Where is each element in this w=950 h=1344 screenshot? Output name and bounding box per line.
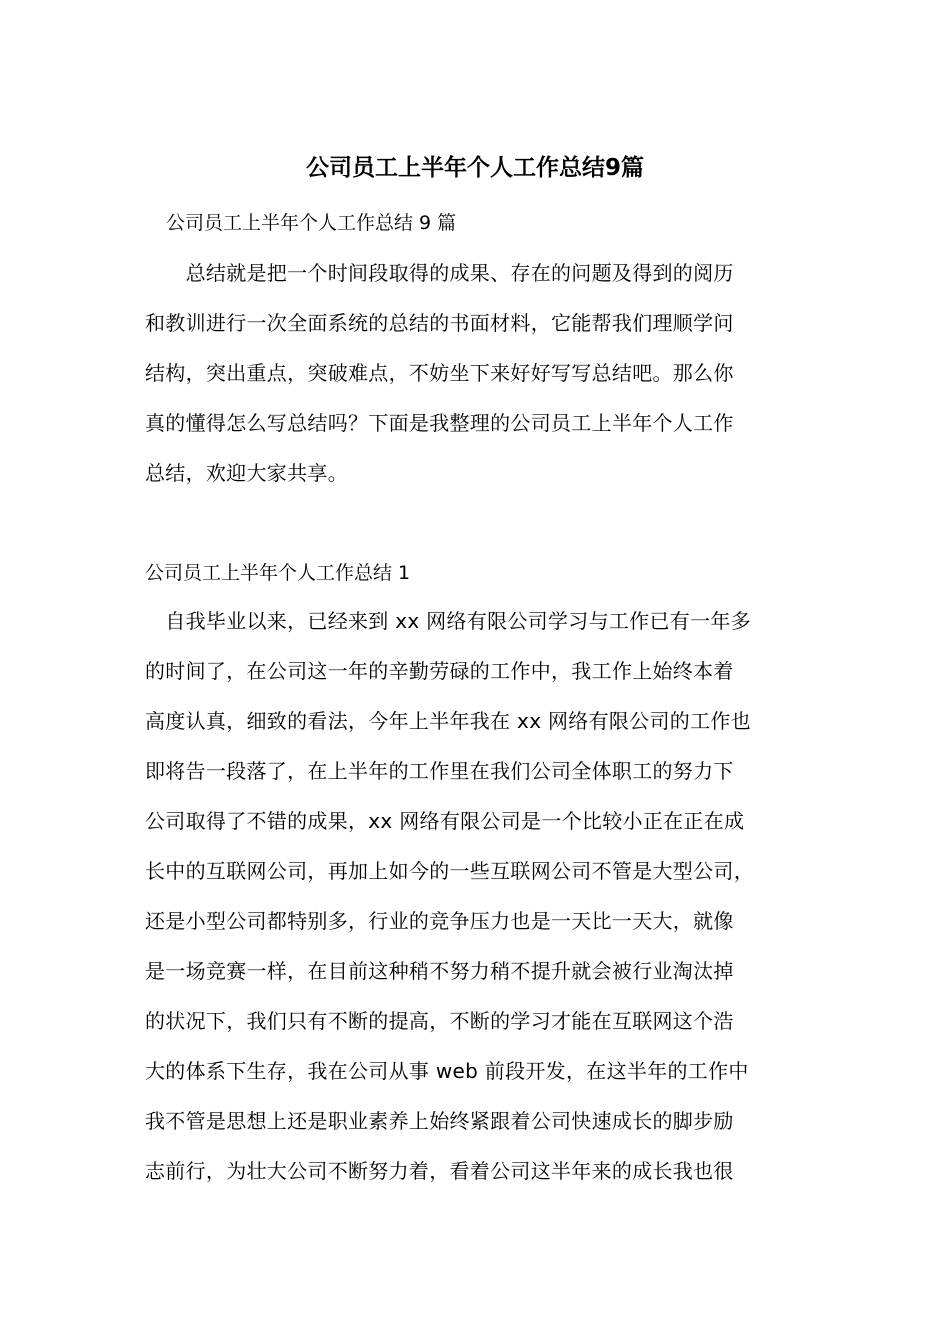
- paragraph-line: 自我毕业以来，已经来到 xx 网络有限公司学习与工作已有一年多: [145, 609, 751, 633]
- paragraph-line: 公司取得了不错的成果，xx 网络有限公司是一个比较小正在正在成: [145, 809, 745, 833]
- paragraph-line: 总结，欢迎大家共享。: [145, 461, 348, 485]
- paragraph-line: 高度认真，细致的看法，今年上半年我在 xx 网络有限公司的工作也: [145, 709, 751, 733]
- paragraph-line: 还是小型公司都特别多，行业的竞争压力也是一天比一天大，就像: [145, 909, 734, 933]
- paragraph-line: 长中的互联网公司，再加上如今的一些互联网公司不管是大型公司，: [145, 859, 754, 883]
- paragraph-line: 的状况下，我们只有不断的提高，不断的学习才能在互联网这个浩: [145, 1009, 734, 1033]
- document-subtitle: 公司员工上半年个人工作总结 9 篇: [166, 212, 457, 234]
- intro-paragraph: [145, 248, 825, 498]
- paragraph-line: 真的懂得怎么写总结吗？下面是我整理的公司员工上半年个人工作: [145, 411, 734, 435]
- paragraph-line: 总结就是把一个时间段取得的成果、存在的问题及得到的阅历: [145, 261, 734, 285]
- paragraph-line: 结构，突出重点，突破难点，不妨坐下来好好写写总结吧。那么你: [145, 361, 734, 385]
- paragraph-line: 即将告一段落了，在上半年的工作里在我们公司全体职工的努力下: [145, 759, 734, 783]
- paragraph-line: 和教训进行一次全面系统的总结的书面材料，它能帮我们理顺学问: [145, 311, 734, 335]
- paragraph-line: 我不管是思想上还是职业素养上始终紧跟着公司快速成长的脚步励: [145, 1109, 734, 1133]
- section-heading: 公司员工上半年个人工作总结 1: [145, 562, 411, 584]
- paragraph-line: 是一场竞赛一样，在目前这种稍不努力稍不提升就会被行业淘汰掉: [145, 959, 734, 983]
- paragraph-line: 大的体系下生存，我在公司从事 web 前段开发，在这半年的工作中: [145, 1059, 749, 1083]
- paragraph-line: 的时间了，在公司这一年的辛勤劳碌的工作中，我工作上始终本着: [145, 659, 734, 683]
- paragraph-line: 志前行，为壮大公司不断努力着，看着公司这半年来的成长我也很: [145, 1159, 734, 1183]
- document-title: 公司员工上半年个人工作总结9篇: [305, 155, 644, 181]
- body-paragraph: [145, 596, 825, 1196]
